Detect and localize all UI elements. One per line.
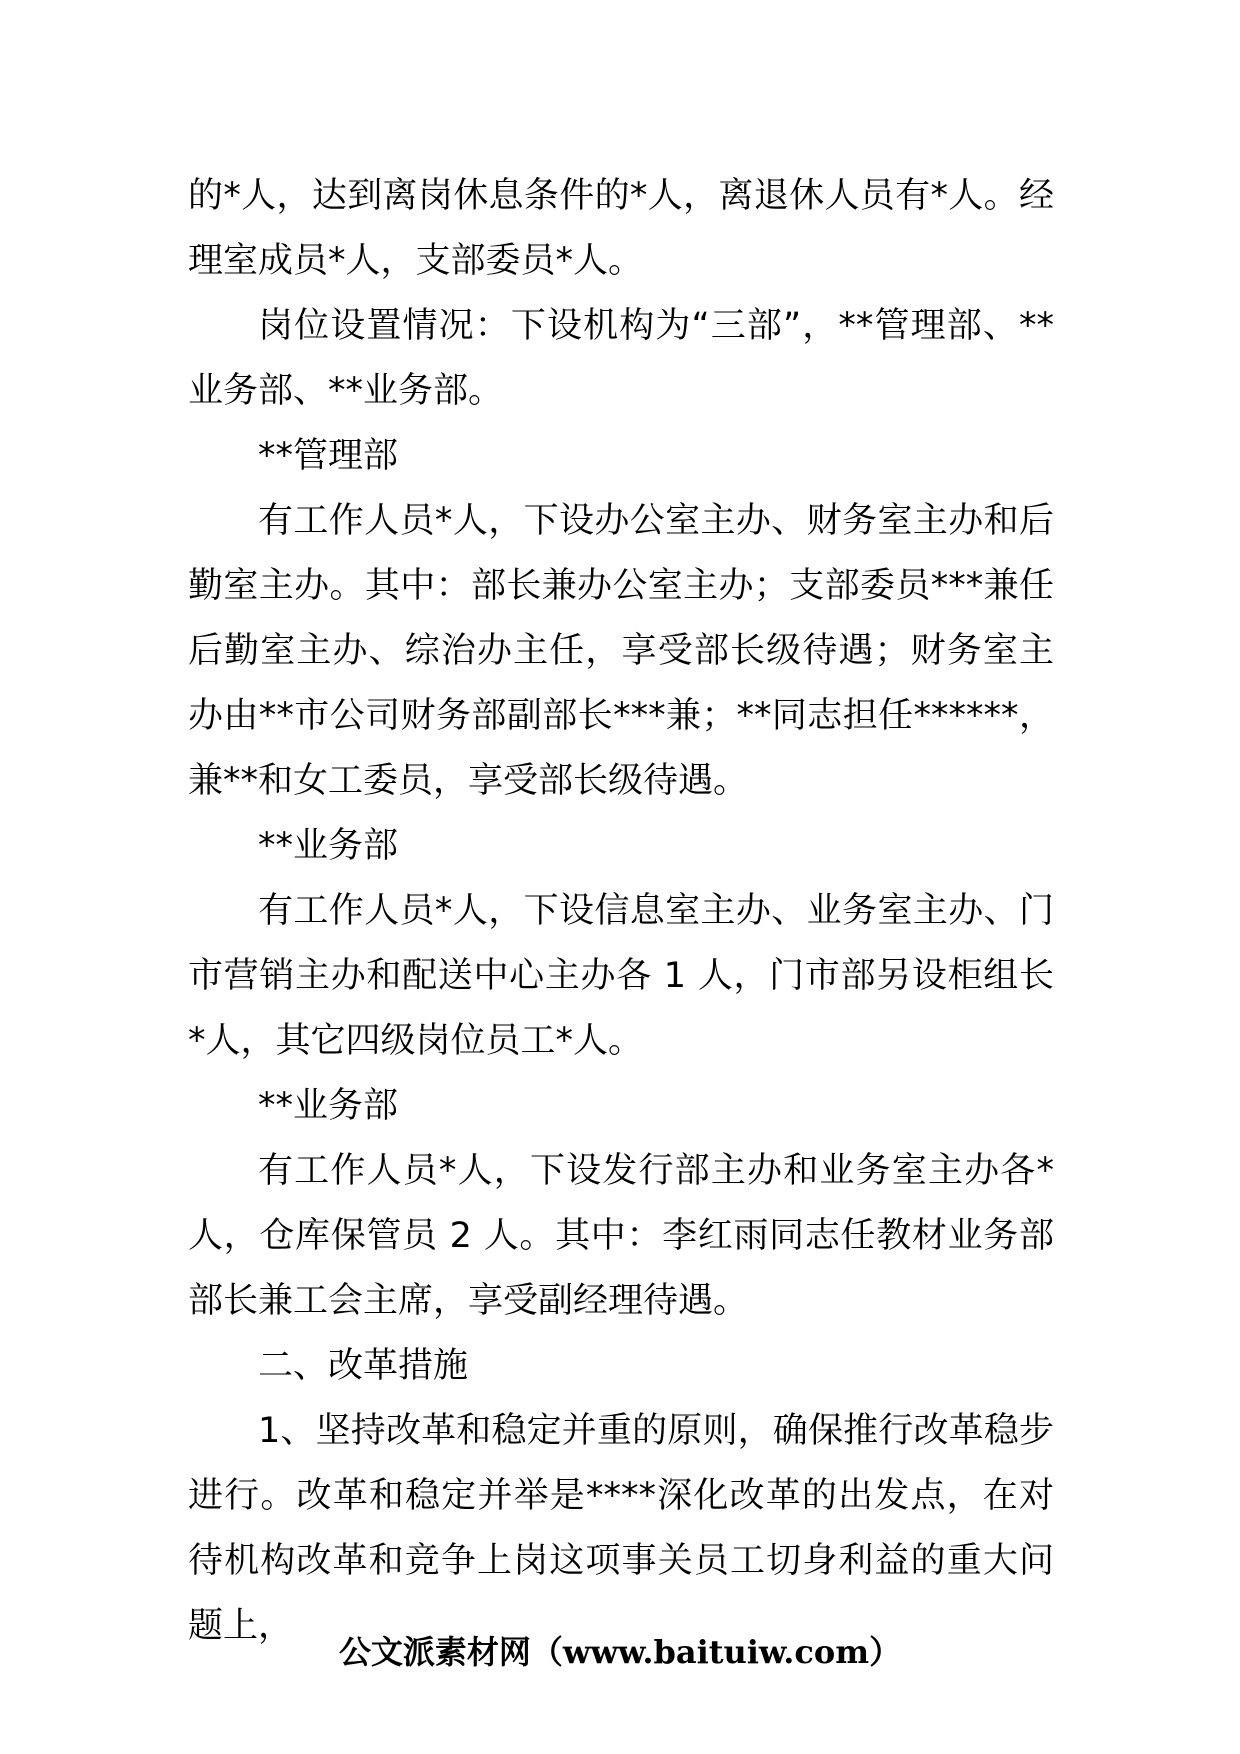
paragraph-6: 有工作人员*人，下设信息室主办、业务室主办、门市营销主办和配送中心主办各 1 人，门市部另设柜组长*人，其它四级岗位员工*人。 — [188, 891, 1054, 1061]
paragraph-2: 岗位设置情况：下设机构为“三部”，**管理部、**业务部、**业务部。 — [188, 306, 1054, 411]
document-body — [188, 164, 1054, 1659]
section-heading-business-1: **业务部 — [258, 826, 399, 866]
footer-watermark: 公文派素材网（www.baituiw.com） — [338, 1633, 902, 1671]
paragraph-8: 有工作人员*人，下设发行部主办和业务室主办各*人，仓库保管员 2 人。其中：李红雨同志任教材业务部部长兼工会主席，享受副经理待遇。 — [188, 1151, 1054, 1321]
paragraph-4: 有工作人员*人，下设办公室主办、财务室主办和后勤室主办。其中：部长兼办公室主办；支部委员***兼任后勤室主办、综治办主任，享受部长级待遇；财务室主办由**市公司财务部副部长***兼；**同志担任******，兼**和女工委员，享受部长级待遇。 — [188, 501, 1054, 801]
section-heading-business-2: **业务部 — [258, 1086, 399, 1126]
section-heading-reform: 二、改革措施 — [258, 1346, 469, 1386]
paragraph-10: 1、坚持改革和稳定并重的原则，确保推行改革稳步进行。改革和稳定并举是****深化改革的出发点，在对待机构改革和竞争上岗这项事关员工切身利益的重大问题上， — [188, 1411, 1054, 1646]
section-heading-management: **管理部 — [258, 436, 399, 476]
paragraph-1: 的*人，达到离岗休息条件的*人，离退休人员有*人。经理室成员*人，支部委员*人。 — [188, 176, 1054, 281]
